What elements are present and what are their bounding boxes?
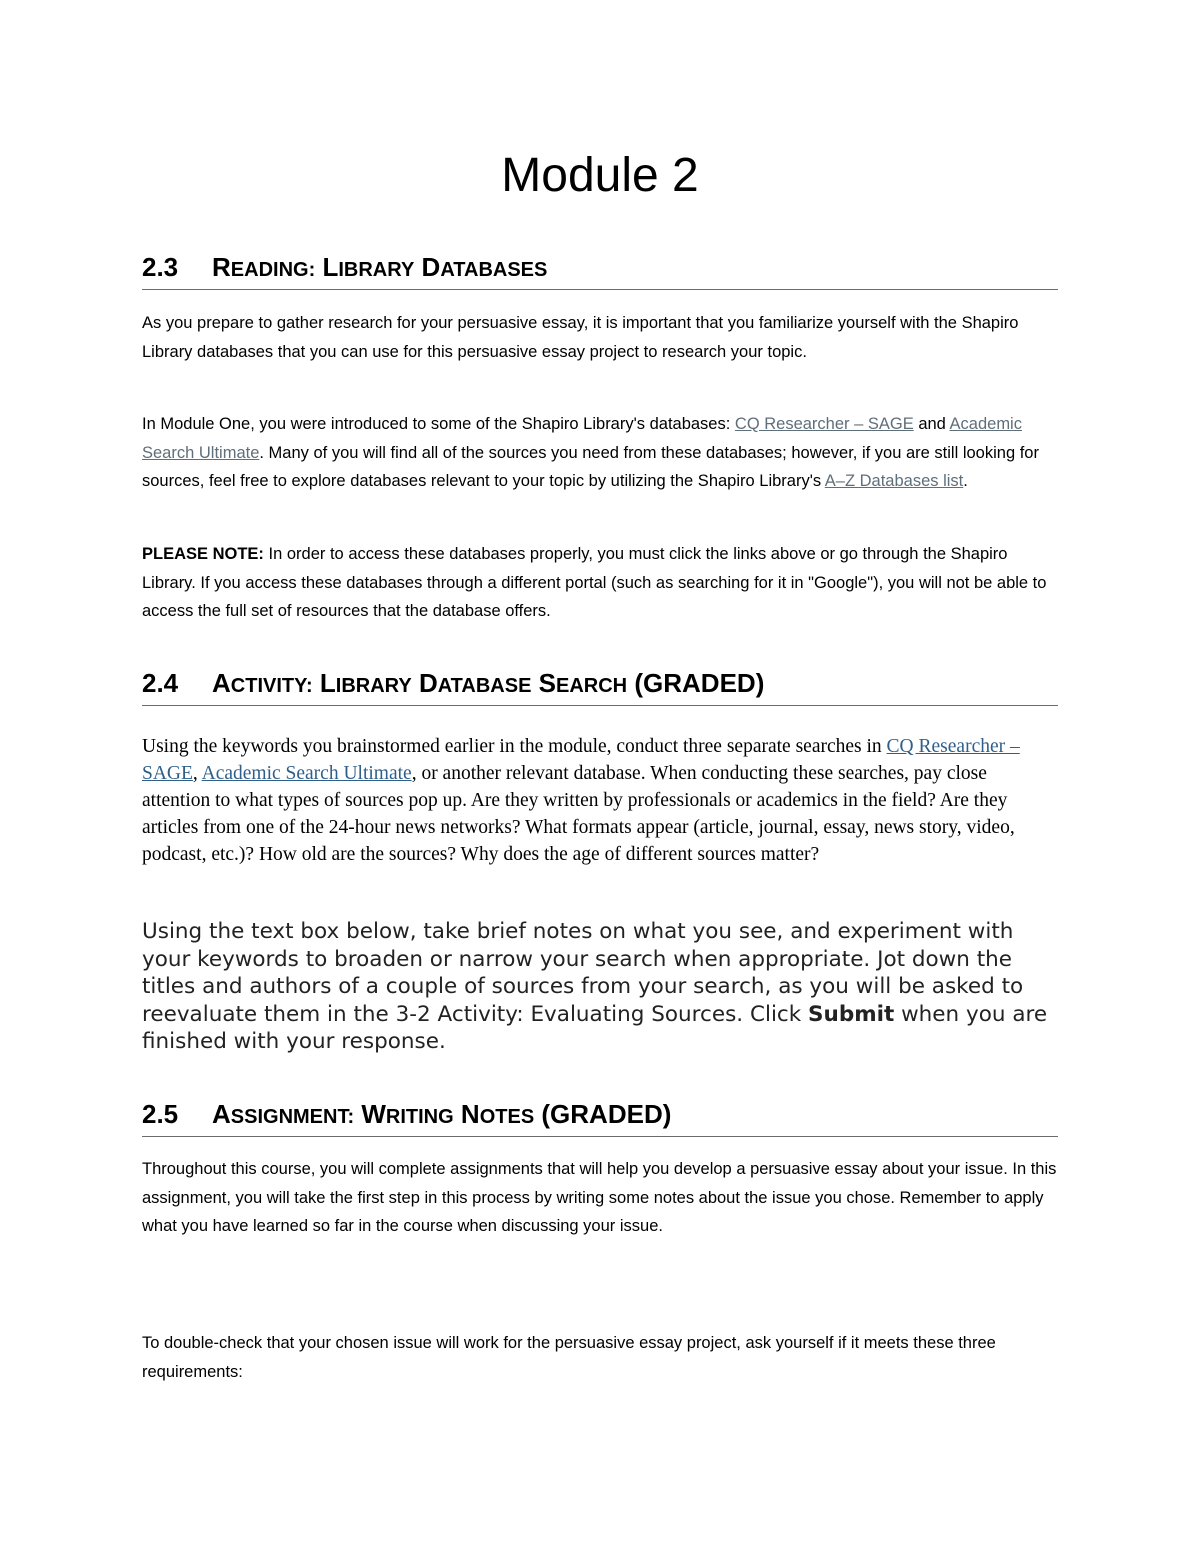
link-academic-search-ultimate[interactable]: Academic Search Ultimate: [201, 763, 412, 784]
paragraph-assignment-intro: Throughout this course, you will complete assignments that will help you develop a persuasive essay about your issue. In this assignment, you will take the first step in this process by writing some notes about the issue you chose. Remember to apply what you have learned so far in the course when discussing your issue.: [142, 1160, 1057, 1236]
section-number: 2.4: [142, 668, 179, 698]
link-az-databases-list[interactable]: A–Z Databases list: [824, 472, 964, 491]
section-number: 2.5: [142, 1099, 179, 1129]
paragraph-databases: In Module One, you were introduced to some of the Shapiro Library's databases: CQ Researcher – SAGE and Academic Search Ultimate. Many of you will find all of the sources you need from these databases; however, if you are still looking for sources, feel free to explore databases relevant to your topic by utilizing the Shapiro Library's A–Z Databases list.: [142, 415, 1039, 491]
link-academic-search-ultimate[interactable]: Academic Search Ultimate: [142, 415, 1022, 462]
section-number: 2.3: [142, 252, 179, 282]
paragraph-requirements-intro: To double-check that your chosen issue will work for the persuasive essay project, ask yourself if it meets these three requirements:: [142, 1334, 996, 1381]
link-cq-researcher[interactable]: CQ Researcher – SAGE: [142, 736, 1020, 784]
paragraph-activity-instructions: Using the keywords you brainstormed earlier in the module, conduct three separate searches in CQ Researcher – SAGE, Academic Search Ultimate, or another relevant database. When conducting these searches, pay close attention to what types of sources pop up. Are they written by professionals or academics in the field? Are they articles from one of the 24-hour news networks? What formats appear (article, journal, essay, news story, video, podcast, etc.)? How old are the sources? Why does the age of different sources matter?: [142, 736, 1020, 865]
section-heading-2-5: 2.5 ASSIGNMENT: WRITING NOTES (GRADED): [142, 1097, 1058, 1137]
section-heading-2-4: 2.4 ACTIVITY: LIBRARY DATABASE SEARCH (GRADED): [142, 666, 1058, 706]
paragraph-intro: As you prepare to gather research for your persuasive essay, it is important that you familiarize yourself with the Shapiro Library databases that you can use for this persuasive essay project to research your topic.: [142, 314, 1019, 361]
note-label: PLEASE NOTE:: [142, 545, 264, 563]
link-cq-researcher[interactable]: CQ Researcher – SAGE: [734, 415, 914, 433]
page-title: Module 2: [501, 149, 699, 202]
section-heading-2-3: 2.3 READING: LIBRARY DATABASES: [142, 250, 1058, 290]
paragraph-please-note: PLEASE NOTE: In order to access these databases properly, you must click the links above or go through the Shapiro Library. If you access these databases through a different portal (such as searching for it in "Google"), you will not be able to access the full set of resources that the database offers.: [142, 545, 1047, 621]
paragraph-text-box-instructions: Using the text box below, take brief notes on what you see, and experiment with your keywords to broaden or narrow your search when appropriate. Jot down the titles and authors of a couple of sources from your search, as you will be asked to reevaluate them in the 3-2 Activity: Evaluating Sources. Click Submit when you are finished with your response.: [142, 919, 1048, 1054]
submit-label: Submit: [808, 1001, 895, 1027]
